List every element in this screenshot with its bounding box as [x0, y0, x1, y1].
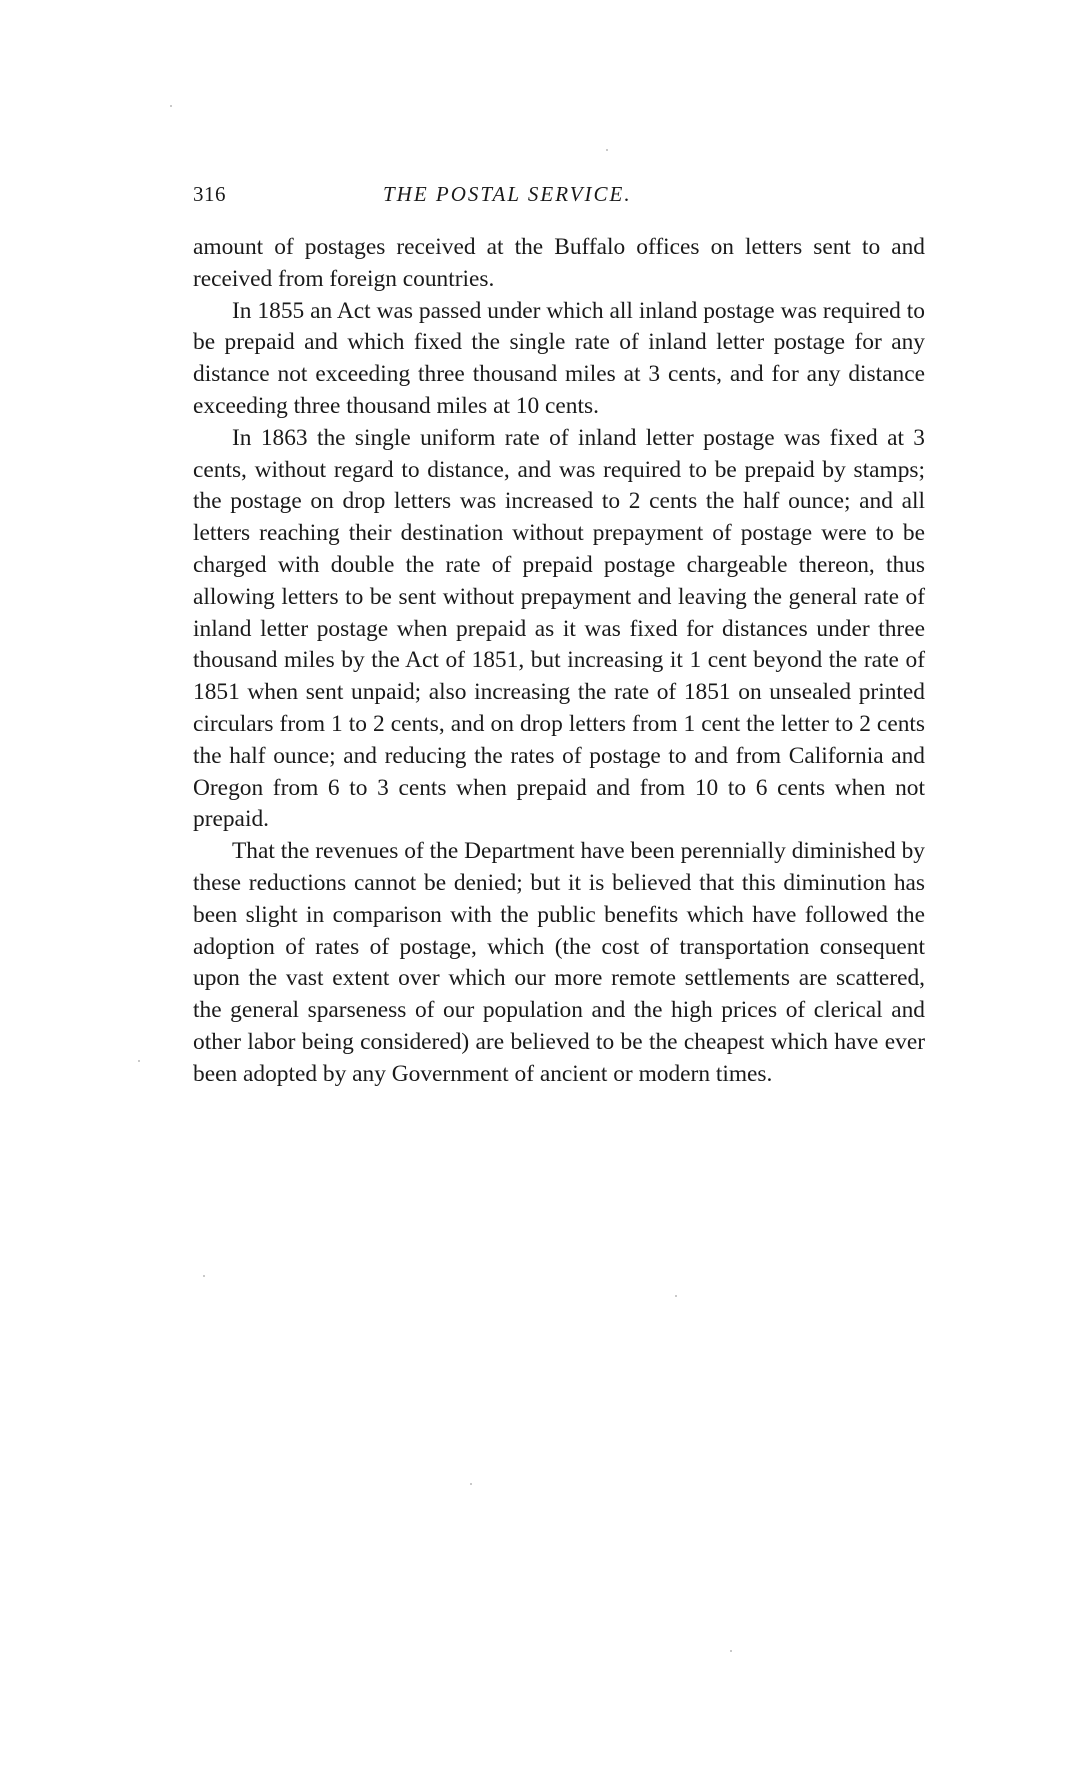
paper-speck: [170, 105, 172, 107]
paragraph-1855-act: In 1855 an Act was passed under which all inland postage was required to be prepaid and which fixed the single rate of inland letter postage for any distance not exceeding three thousand miles at 3 cents, and for any distance exceeding three thousand miles at 10 cents.: [193, 297, 925, 419]
paper-speck: [470, 1483, 472, 1485]
running-title: THE POSTAL SERVICE.: [383, 182, 632, 206]
paragraph-continuation: amount of postages received at the Buffalo offices on letters sent to and received from foreign countries.: [193, 234, 925, 292]
paper-speck: [675, 1295, 677, 1297]
paper-speck: [606, 149, 608, 151]
body-text: [193, 232, 925, 1091]
running-head: [193, 182, 925, 212]
paper-speck: [138, 1060, 140, 1062]
paper-speck: [203, 1275, 205, 1277]
paragraph-1863-rate: In 1863 the single uniform rate of inland letter postage was fixed at 3 cents, without regard to distance, and was required to be prepaid by stamps; the postage on drop letters was increased to 2 cents the half ounce; and all letters reaching their destination without prepayment of postage were to be charged with double the rate of prepaid postage chargeable thereon, thus allowing letters to be sent without prepayment and leaving the general rate of inland letter postage when prepaid as it was fixed for distances under three thousand miles by the Act of 1851, but increasing it 1 cent beyond the rate of 1851 when sent unpaid; also increasing the rate of 1851 on unsealed printed circulars from 1 to 2 cents, and on drop letters from 1 cent the letter to 2 cents the half ounce; and reducing the rates of postage to and from California and Oregon from 6 to 3 cents when prepaid and from 10 to 6 cents when not prepaid.: [193, 424, 925, 833]
page-number: 316: [193, 182, 226, 206]
paragraph-revenues: That the revenues of the Department have been perennially diminished by these reductions cannot be denied; but it is believed that this diminution has been slight in comparison with the public benefits which have followed the adoption of rates of postage, which (the cost of transportation consequent upon the vast extent over which our more remote settlements are scattered, the general sparseness of our population and the high prices of clerical and other labor being considered) are believed to be the cheapest which have ever been adopted by any Government of ancient or modern times.: [193, 838, 925, 1087]
paper-speck: [730, 1650, 732, 1652]
